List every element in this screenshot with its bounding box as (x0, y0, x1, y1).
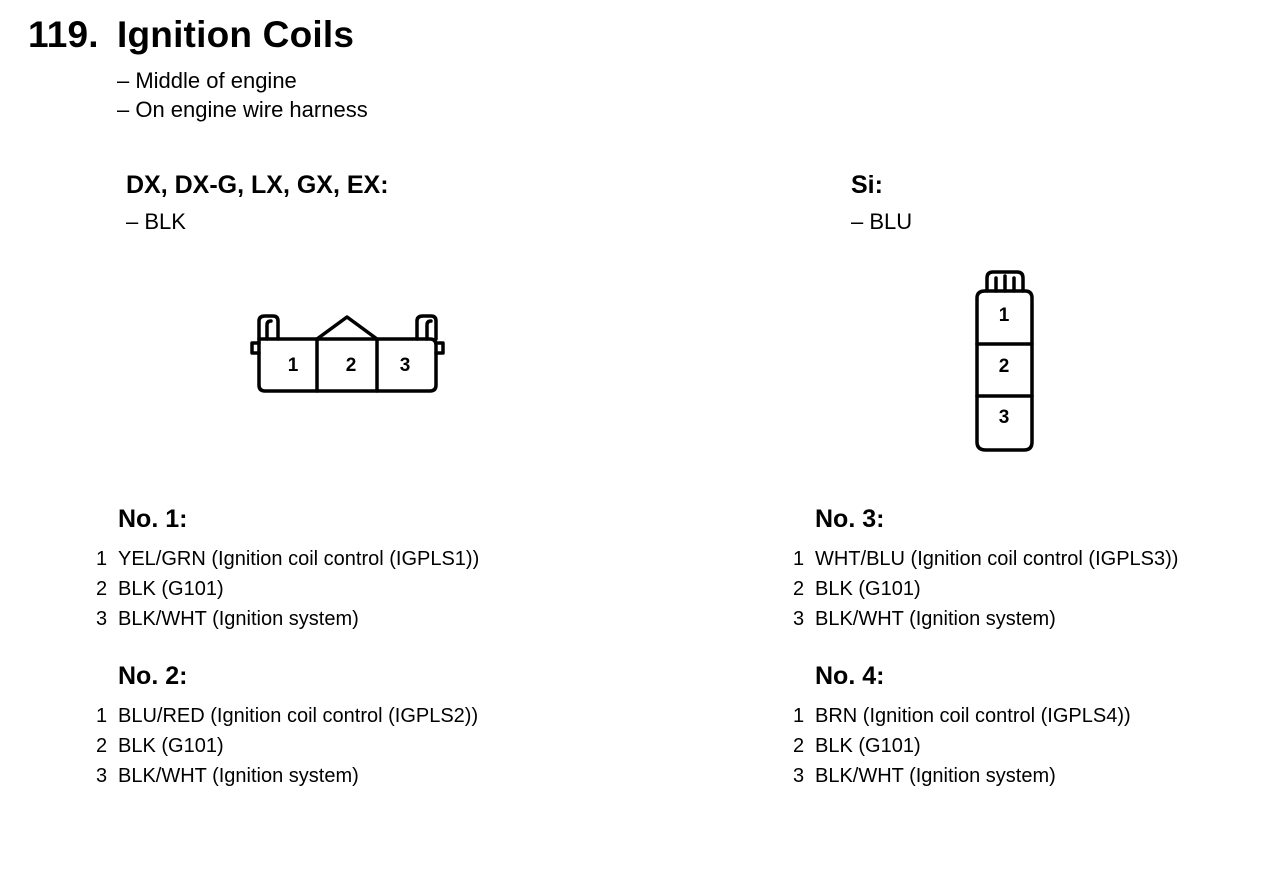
pin-number: 1 (96, 705, 108, 727)
connector-diagram-dx (245, 305, 450, 400)
variant-color-si: – BLU (851, 209, 913, 234)
pin-number: 2 (793, 578, 805, 600)
location-line-1: – Middle of engine (117, 68, 297, 93)
pin-description: BLK/WHT (Ignition system) (118, 608, 359, 630)
pin-description: BLK/WHT (Ignition system) (815, 765, 1056, 787)
pin-row (96, 761, 478, 791)
pin-description: BLK/WHT (Ignition system) (118, 765, 359, 787)
pin-description: BLK (G101) (815, 578, 921, 600)
pin-row (96, 731, 478, 761)
variant-title-dx: DX, DX-G, LX, GX, EX: (126, 171, 389, 199)
pin-label: 1 (998, 305, 1010, 326)
pin-row (96, 701, 478, 731)
pin-row (793, 544, 1178, 574)
pin-number: 2 (96, 735, 108, 757)
pin-description: WHT/BLU (Ignition coil control (IGPLS3)) (815, 548, 1179, 570)
pin-list-no1 (96, 544, 479, 634)
pin-description: BRN (Ignition coil control (IGPLS4)) (815, 705, 1131, 727)
pin-description: BLK (G101) (815, 735, 921, 757)
pin-row (793, 701, 1131, 731)
page-title: Ignition Coils (117, 14, 355, 55)
variant-color-dx: – BLK (126, 209, 186, 234)
coil-title-no1: No. 1: (118, 505, 188, 533)
pin-number: 1 (793, 705, 805, 727)
section-number: 119. (28, 14, 99, 55)
pin-row (96, 604, 479, 634)
center-key (317, 317, 377, 339)
pin-description: BLK (G101) (118, 578, 224, 600)
coil-title-no3: No. 3: (815, 505, 885, 533)
pin-number: 1 (96, 548, 108, 570)
pin-label: 3 (399, 355, 411, 376)
pin-label: 2 (345, 355, 357, 376)
pin-row (793, 731, 1131, 761)
pin-description: BLK (G101) (118, 735, 224, 757)
coil-title-no2: No. 2: (118, 662, 188, 690)
pin-label: 2 (998, 356, 1010, 377)
pin-row (793, 604, 1178, 634)
pin-number: 3 (793, 765, 805, 787)
variant-title-si: Si: (851, 171, 883, 199)
pin-number: 2 (96, 578, 108, 600)
pin-number: 1 (793, 548, 805, 570)
pin-number: 3 (793, 608, 805, 630)
pin-row (793, 574, 1178, 604)
pin-row (96, 544, 479, 574)
pin-row (96, 574, 479, 604)
pin-description: BLK/WHT (Ignition system) (815, 608, 1056, 630)
pin-label: 1 (287, 355, 299, 376)
location-line-2: – On engine wire harness (117, 97, 368, 122)
coil-title-no4: No. 4: (815, 662, 885, 690)
pin-list-no2 (96, 701, 478, 791)
pin-description: YEL/GRN (Ignition coil control (IGPLS1)) (118, 548, 480, 570)
pin-list-no3 (793, 544, 1178, 634)
pin-number: 3 (96, 608, 108, 630)
pin-number: 2 (793, 735, 805, 757)
pin-label: 3 (998, 407, 1010, 428)
connector-diagram-si (965, 266, 1045, 458)
pin-row (793, 761, 1131, 791)
pin-number: 3 (96, 765, 108, 787)
pin-list-no4 (793, 701, 1131, 791)
pin-description: BLU/RED (Ignition coil control (IGPLS2)) (118, 705, 479, 727)
